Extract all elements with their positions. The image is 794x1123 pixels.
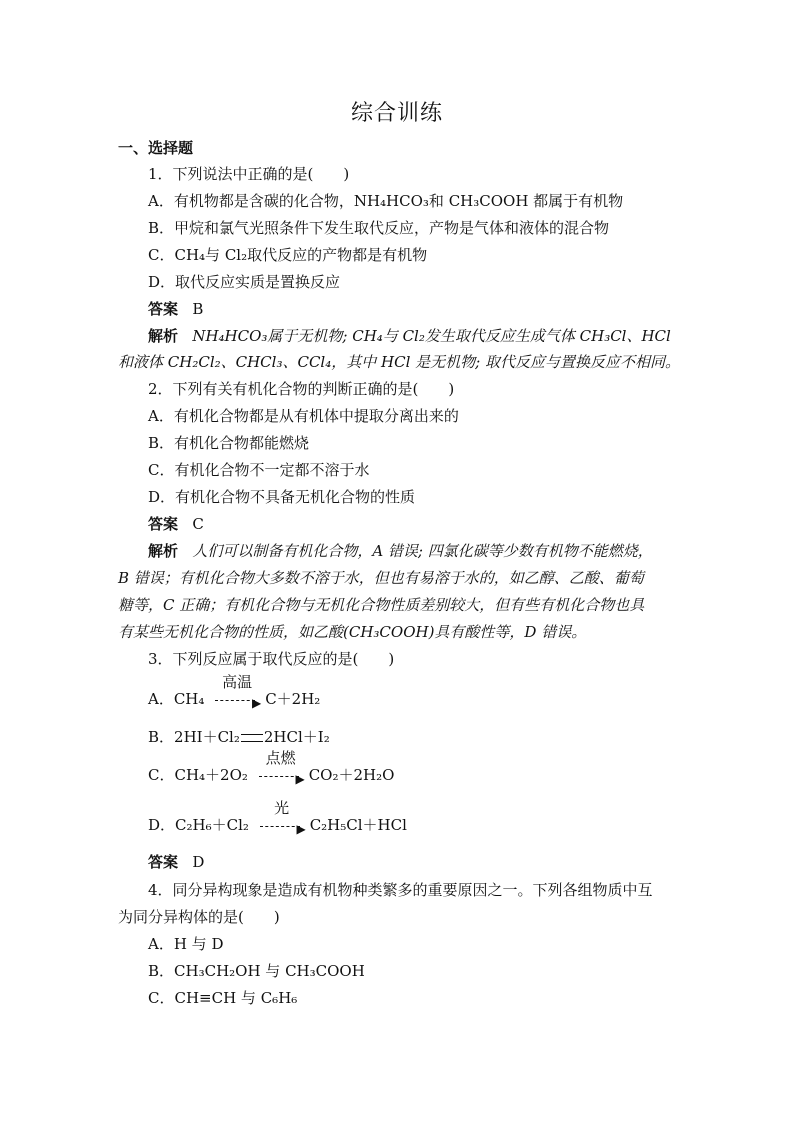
reactants: C．CH₄＋2O₂ xyxy=(148,766,248,784)
answer-value: D xyxy=(192,853,205,871)
q2-answer xyxy=(148,514,204,534)
arrow-head-icon: ▶ xyxy=(251,696,262,710)
page-title: 综合训练 xyxy=(350,101,443,126)
q3-answer xyxy=(148,852,204,872)
analysis-text: 人们可以制备有机化合物，A 错误; 四氯化碳等少数有机物不能燃烧， xyxy=(192,542,653,560)
q2-stem: 2．下列有关有机化合物的判断正确的是( ) xyxy=(148,380,455,398)
answer-label: 答案 xyxy=(148,853,179,871)
q2-analysis-line-2: B 错误；有机化合物大多数不溶于水，但也有易溶于水的，如乙醇、乙酸、葡萄 xyxy=(118,569,644,587)
products: C＋2H₂ xyxy=(265,690,321,708)
reaction-condition: 点燃 xyxy=(265,749,296,767)
reactants: A．CH₄ xyxy=(148,690,205,708)
analysis-label: 解析 xyxy=(148,542,179,560)
q4-option-c: C．CH≡CH 与 C₆H₆ xyxy=(148,989,298,1007)
q3-option-b xyxy=(148,727,330,747)
analysis-text: NH₄HCO₃属于无机物; CH₄与 Cl₂发生取代反应生成气体 CH₃Cl、HCl xyxy=(192,327,671,345)
reactants: D．C₂H₆＋Cl₂ xyxy=(148,816,249,834)
answer-value: B xyxy=(192,300,204,318)
q1-answer xyxy=(148,299,203,319)
q4-option-b: B．CH₃CH₂OH 与 CH₃COOH xyxy=(148,962,365,980)
equals-sign-icon xyxy=(241,734,263,742)
answer-value: C xyxy=(192,515,204,533)
reaction-condition: 高温 xyxy=(222,673,253,691)
arrow-head-icon: ▶ xyxy=(296,822,306,836)
arrow-shaft xyxy=(260,826,300,827)
q4-option-a: A．H 与 D xyxy=(148,935,224,953)
q1-analysis-line-1 xyxy=(148,326,671,346)
answer-label: 答案 xyxy=(148,300,179,318)
q1-option-a: A．有机物都是含碳的化合物，NH₄HCO₃和 CH₃COOH 都属于有机物 xyxy=(148,192,624,210)
reaction-arrow xyxy=(257,749,305,786)
q2-option-a: A．有机化合物都是从有机体中提取分离出来的 xyxy=(148,407,459,425)
q2-option-d: D．有机化合物不具备无机化合物的性质 xyxy=(148,488,416,506)
analysis-label: 解析 xyxy=(148,327,179,345)
q1-analysis-line-2: 和液体 CH₂Cl₂、CHCl₃、CCl₄，其中 HCl 是无机物; 取代反应与置换反应不相同。 xyxy=(118,353,680,371)
reactants: B．2HI＋Cl₂ xyxy=(148,728,240,746)
q2-analysis-line-1 xyxy=(148,541,653,561)
q4-stem-line-2: 为同分异构体的是( ) xyxy=(118,908,280,926)
q1-option-b: B．甲烷和氯气光照条件下发生取代反应，产物是气体和液体的混合物 xyxy=(148,219,610,237)
reaction-arrow xyxy=(213,673,262,710)
q2-option-b: B．有机化合物都能燃烧 xyxy=(148,434,310,452)
arrow-shaft xyxy=(215,700,255,701)
q3-option-a xyxy=(148,673,321,710)
q2-analysis-line-3: 糖等，C 正确；有机化合物与无机化合物性质差别较大，但有些有机化合物也具 xyxy=(118,596,645,614)
arrow-shaft xyxy=(259,776,299,777)
products: CO₂＋2H₂O xyxy=(308,766,395,784)
q2-analysis-line-4: 有某些无机化合物的性质，如乙酸(CH₃COOH)具有酸性等，D 错误。 xyxy=(118,623,587,641)
reaction-arrow xyxy=(258,799,306,836)
q1-option-c: C．CH₄与 Cl₂取代反应的产物都是有机物 xyxy=(148,246,428,264)
arrow-head-icon: ▶ xyxy=(295,772,305,786)
section-heading: 一、选择题 xyxy=(118,139,194,157)
q1-option-d: D．取代反应实质是置换反应 xyxy=(148,273,341,291)
q1-stem: 1．下列说法中正确的是( ) xyxy=(148,165,350,183)
q3-stem: 3．下列反应属于取代反应的是( ) xyxy=(148,650,395,668)
q3-option-c xyxy=(148,749,395,786)
q4-stem-line-1: 4．同分异构现象是造成有机物种类繁多的重要原因之一。下列各组物质中互 xyxy=(148,881,653,899)
reaction-condition: 光 xyxy=(274,799,290,817)
products: 2HCl＋I₂ xyxy=(263,728,330,746)
q2-option-c: C．有机化合物不一定都不溶于水 xyxy=(148,461,370,479)
answer-label: 答案 xyxy=(148,515,179,533)
q3-option-d xyxy=(148,799,407,836)
products: C₂H₅Cl＋HCl xyxy=(309,816,407,834)
